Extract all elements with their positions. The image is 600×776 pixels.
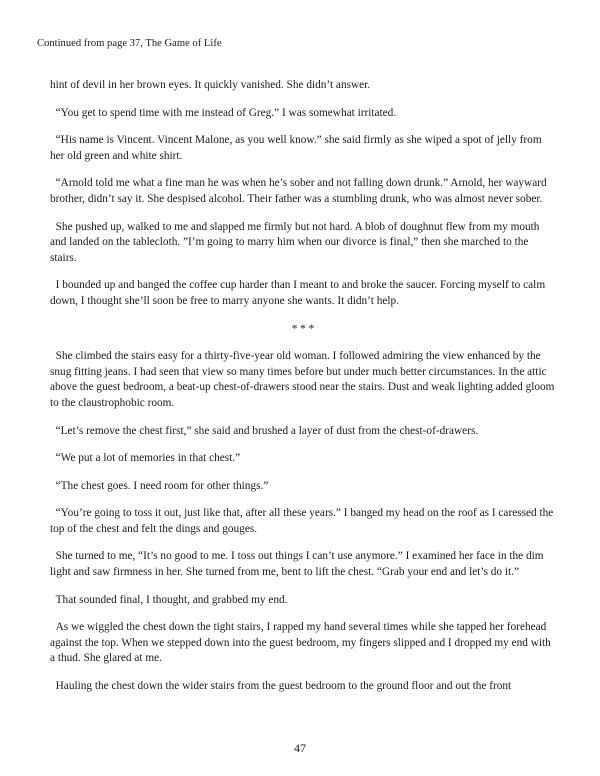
continued-header: Continued from page 37, The Game of Life — [37, 38, 222, 49]
paragraph: “Arnold told me what a fine man he was when he’s sober and not falling down drunk.” Arnold, her wayward brother, didn’t say it. She despised alcohol. Their father was a stumbling drunk, who was almost never sober. — [50, 177, 547, 205]
page-number: 47 — [294, 741, 306, 755]
paragraph: I bounded up and banged the coffee cup harder than I meant to and broke the saucer. Forcing myself to calm down, I thought she’ll soon be free to marry anyone she wants. It didn’t help. — [50, 279, 546, 307]
section-separator: * * * — [291, 322, 315, 335]
paragraph: She climbed the stairs easy for a thirty-five-year old woman. I followed admiring the view enhanced by the snug fitting jeans. I had seen that view so many times before but under much better circumstances. In the attic above the guest bedroom, a beat-up chest-of-drawers stood near the stairs. Dust and weak lighting added gloom to the claustrophobic room. — [50, 350, 555, 409]
paragraph: She turned to me, “It’s no good to me. I toss out things I can’t use anymore.” I examined her face in the dim light and saw firmness in her. She turned from me, bent to lift the chest. “Grab your end and let’s do it.” — [50, 550, 544, 579]
paragraph: “His name is Vincent. Vincent Malone, as you well know.” she said firmly as she wiped a spot of jelly from her old green and white shirt. — [50, 134, 542, 162]
paragraph: That sounded final, I thought, and grabbed my end. — [55, 593, 288, 606]
paragraph: “The chest goes. I need room for other things.” — [55, 479, 269, 492]
paragraph: hint of devil in her brown eyes. It quickly vanished. She didn’t answer. — [50, 79, 371, 91]
paragraph: As we wiggled the chest down the tight stairs, I rapped my hand several times while she tapped her forehead against the top. When we stepped down into the guest bedroom, my fingers slipped and I dropped my end with a thud. She glared at me. — [50, 621, 551, 665]
paragraph: She pushed up, walked to me and slapped me firmly but not hard. A blob of doughnut flew from my mouth and landed on the tablecloth. ”I’m going to marry him when our divorce is final,” then she marched to the stairs. — [50, 220, 540, 264]
paragraph: “You get to spend time with me instead of Greg.” I was somewhat irritated. — [55, 106, 397, 119]
paragraph: “You’re going to toss it out, just like that, after all these years.” I banged my head on the roof as I caressed the top of the chest and felt the dings and gouges. — [50, 507, 554, 535]
paragraph: “Let’s remove the chest first,” she said and brushed a layer of dust from the chest-of-drawers. — [55, 424, 479, 437]
paragraph: Hauling the chest down the wider stairs from the guest bedroom to the ground floor and out the front — [55, 680, 512, 693]
paragraph: “We put a lot of memories in that chest.” — [55, 452, 241, 465]
story-body — [50, 78, 556, 707]
